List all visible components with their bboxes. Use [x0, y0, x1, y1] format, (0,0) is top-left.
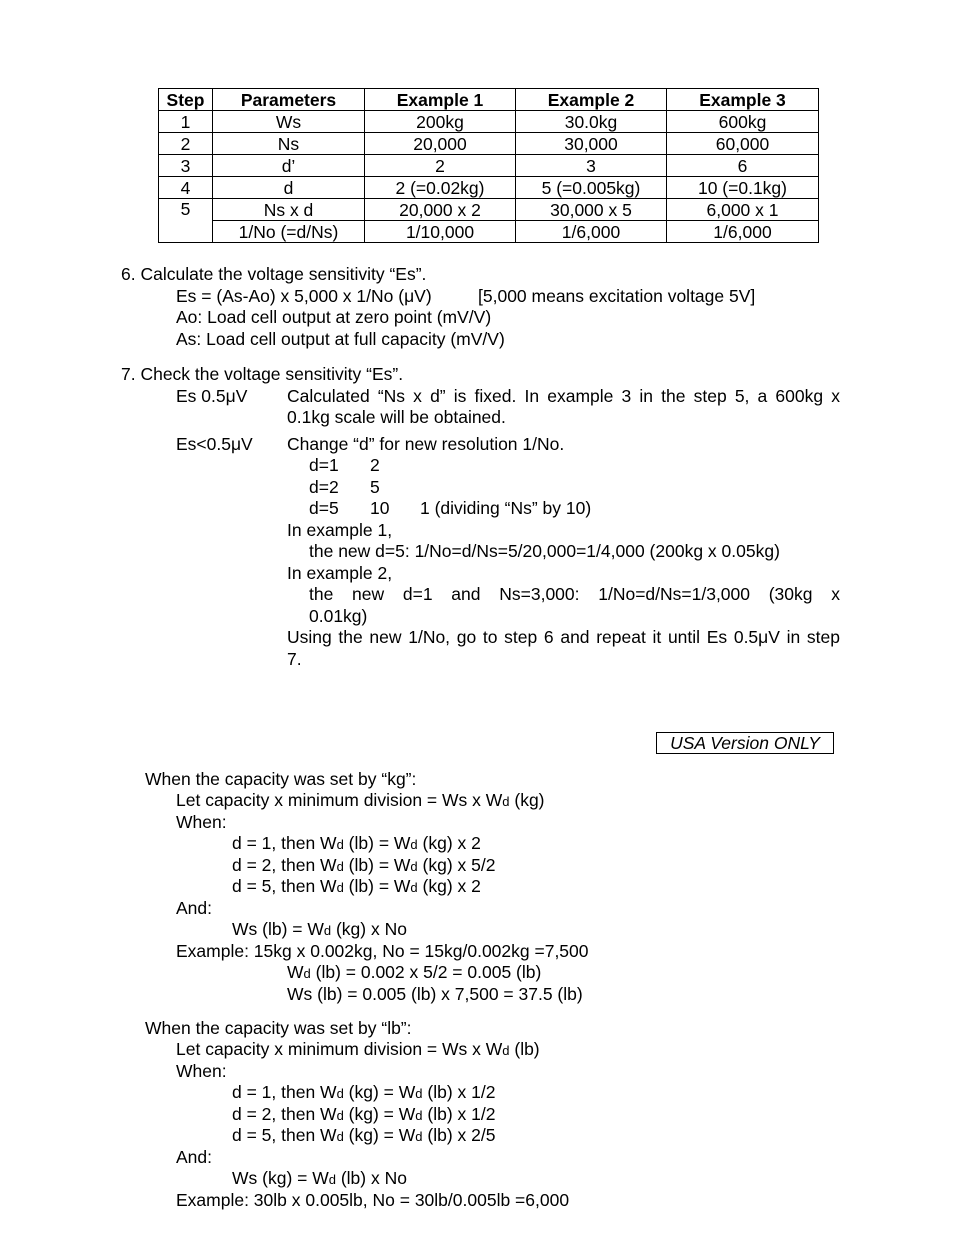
kg-section-heading: When the capacity was set by “kg”: — [145, 769, 417, 789]
kg-when: When: — [176, 812, 227, 832]
table-cell: 60,000 — [667, 133, 819, 155]
table-cell: 4 — [159, 177, 213, 199]
kg-example-ws: Ws (lb) = 0.005 (lb) x 7,500 = 37.5 (lb) — [287, 984, 583, 1004]
table-row — [159, 199, 819, 221]
table-cell: 1/No (=d/Ns) — [213, 221, 365, 243]
header-parameters: Parameters — [213, 89, 365, 111]
lb-rule-2: d = 2, then Wd (kg) = Wd (lb) x 1/2 — [232, 1104, 496, 1124]
kg-rule-1: d = 1, then Wd (lb) = Wd (kg) x 2 — [232, 833, 481, 853]
d-change-3-result: 1 (dividing “Ns” by 10) — [420, 498, 592, 518]
lb-rule-3: d = 5, then Wd (kg) = Wd (lb) x 2/5 — [232, 1125, 496, 1145]
case-1-label: Es 0.5μV — [176, 386, 248, 406]
table-row — [159, 155, 819, 177]
es-formula: Es = (As-Ao) x 5,000 x 1/No (μV) — [176, 286, 432, 306]
table-header-row — [159, 89, 819, 111]
lb-and: And: — [176, 1147, 212, 1167]
table-cell: Ns x d — [213, 199, 365, 221]
table-cell: 5 — [159, 199, 213, 243]
table-cell: 30,000 x 5 — [516, 199, 667, 221]
table-cell: 600kg — [667, 111, 819, 133]
table-cell: 10 (=0.1kg) — [667, 177, 819, 199]
case-1-text-cont: 0.1kg scale will be obtained. — [287, 407, 506, 427]
case-1-text: Calculated “Ns x d” is fixed. In example 3 in the step 5, a 600kg x — [287, 386, 840, 406]
d-change-3-new: 10 — [370, 498, 390, 518]
table-cell: 2 — [365, 155, 516, 177]
table-cell: 5 (=0.005kg) — [516, 177, 667, 199]
lb-let-capacity: Let capacity x minimum division = Ws x Wd (lb) — [176, 1039, 540, 1059]
case-2-text: Change “d” for new resolution 1/No. — [287, 434, 565, 454]
table-cell: 1 — [159, 111, 213, 133]
table-cell: 2 — [159, 133, 213, 155]
lb-when: When: — [176, 1061, 227, 1081]
table-row — [159, 111, 819, 133]
example-2-body: the new d=1 and Ns=3,000: 1/No=d/Ns=1/3,000 (30kg x — [309, 584, 840, 604]
example-1-body: the new d=5: 1/No=d/Ns=5/20,000=1/4,000 (200kg x 0.05kg) — [309, 541, 780, 561]
table-row — [159, 177, 819, 199]
example-2-body-cont: 0.01kg) — [309, 606, 368, 626]
lb-ws-formula: Ws (kg) = Wd (lb) x No — [232, 1168, 407, 1188]
usa-version-badge: USA Version ONLY — [656, 732, 834, 754]
table-cell: 20,000 x 2 — [365, 199, 516, 221]
ao-definition: Ao: Load cell output at zero point (mV/V) — [176, 307, 492, 327]
table-cell: Ns — [213, 133, 365, 155]
table-cell: 1/6,000 — [667, 221, 819, 243]
example-2-heading: In example 2, — [287, 563, 393, 583]
table-cell: 30.0kg — [516, 111, 667, 133]
lb-section-heading: When the capacity was set by “lb”: — [145, 1018, 412, 1038]
d-change-3: d=5 — [309, 498, 339, 518]
lb-example: Example: 30lb x 0.005lb, No = 30lb/0.005lb =6,000 — [176, 1190, 570, 1210]
step-7-heading: 7. Check the voltage sensitivity “Es”. — [121, 364, 404, 384]
step-6-heading: 6. Calculate the voltage sensitivity “Es”. — [121, 264, 427, 284]
table-cell: 6 — [667, 155, 819, 177]
as-definition: As: Load cell output at full capacity (mV/V) — [176, 329, 505, 349]
table-cell: Ws — [213, 111, 365, 133]
table-cell: 3 — [516, 155, 667, 177]
kg-rule-3: d = 5, then Wd (lb) = Wd (kg) x 2 — [232, 876, 481, 896]
d-change-2: d=2 — [309, 477, 339, 497]
table-cell: 1/10,000 — [365, 221, 516, 243]
repeat-instruction: Using the new 1/No, go to step 6 and repeat it until Es 0.5μV in step — [287, 627, 840, 647]
table-cell: 200kg — [365, 111, 516, 133]
d-change-1-new: 2 — [370, 455, 380, 475]
d-change-1: d=1 — [309, 455, 339, 475]
example-1-heading: In example 1, — [287, 520, 393, 540]
table-cell: 2 (=0.02kg) — [365, 177, 516, 199]
kg-let-capacity: Let capacity x minimum division = Ws x Wd (kg) — [176, 790, 545, 810]
excitation-note: [5,000 means excitation voltage 5V] — [478, 286, 756, 306]
table-row — [159, 133, 819, 155]
table-cell: 1/6,000 — [516, 221, 667, 243]
kg-rule-2: d = 2, then Wd (lb) = Wd (kg) x 5/2 — [232, 855, 496, 875]
kg-example: Example: 15kg x 0.002kg, No = 15kg/0.002kg =7,500 — [176, 941, 589, 961]
table-cell: 30,000 — [516, 133, 667, 155]
table-row — [159, 221, 819, 243]
table-cell: d’ — [213, 155, 365, 177]
lb-rule-1: d = 1, then Wd (kg) = Wd (lb) x 1/2 — [232, 1082, 496, 1102]
header-example-2: Example 2 — [516, 89, 667, 111]
kg-ws-formula: Ws (lb) = Wd (kg) x No — [232, 919, 407, 939]
header-example-1: Example 1 — [365, 89, 516, 111]
table-cell: 3 — [159, 155, 213, 177]
table-cell: d — [213, 177, 365, 199]
table-cell: 20,000 — [365, 133, 516, 155]
header-example-3: Example 3 — [667, 89, 819, 111]
table-cell: 6,000 x 1 — [667, 199, 819, 221]
case-2-label: Es<0.5μV — [176, 434, 253, 454]
kg-and: And: — [176, 898, 212, 918]
kg-example-wd: Wd (lb) = 0.002 x 5/2 = 0.005 (lb) — [287, 962, 542, 982]
header-step: Step — [159, 89, 213, 111]
parameters-table — [158, 88, 819, 243]
d-change-2-new: 5 — [370, 477, 380, 497]
repeat-instruction-cont: 7. — [287, 649, 302, 669]
